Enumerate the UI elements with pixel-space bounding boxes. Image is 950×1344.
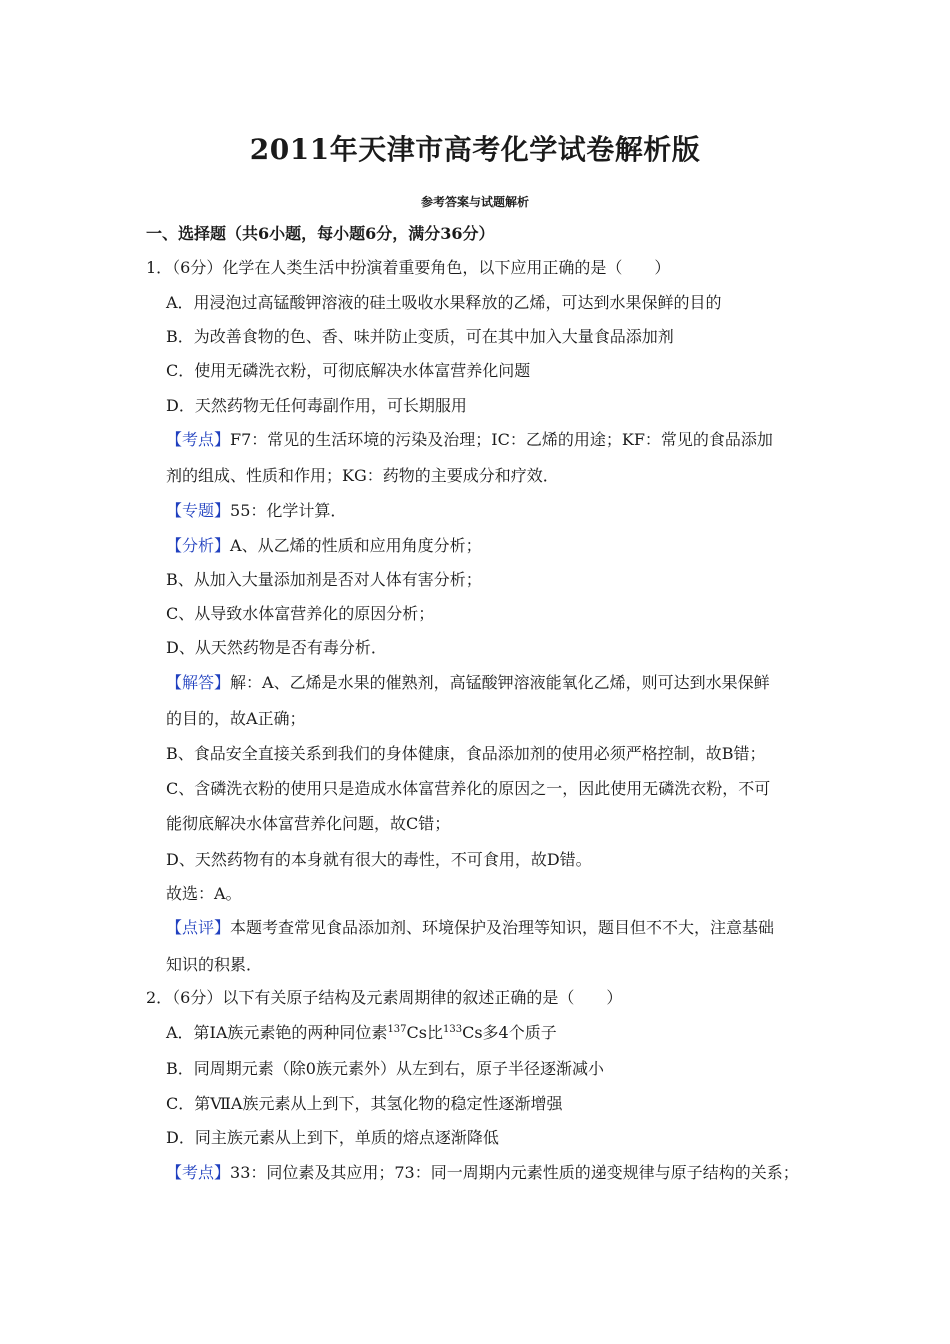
section-heading: 一、选择题（共6小题，每小题6分，满分36分）	[146, 224, 495, 243]
zhuanti-tag: 【专题】	[166, 501, 231, 520]
kaodian-tag: 【考点】	[166, 1163, 231, 1182]
fenxi-tag: 【分析】	[166, 536, 231, 555]
q1-fenxi-line: C、从导致水体富营养化的原因分析；	[166, 604, 435, 623]
q1-option-c: C．使用无磷洗衣粉，可彻底解决水体富营养化问题	[166, 361, 531, 380]
document-title: 2011年天津市高考化学试卷解析版	[249, 133, 701, 166]
q2-stem: 2．（6分）以下有关原子结构及元素周期律的叙述正确的是（ ）	[146, 988, 623, 1007]
mass-number-133: 133	[443, 1024, 463, 1035]
kaodian-text: 33：同位素及其应用；73：同一周期内元素性质的递变规律与原子结构的关系；	[230, 1163, 799, 1182]
q2-option-b: B．同周期元素（除0族元素外）从左到右，原子半径逐渐减小	[166, 1059, 604, 1078]
q1-jieda	[166, 673, 770, 693]
q2-option-a-text: A．第IA族元素铯的两种同位素	[166, 1023, 388, 1042]
jieda-tag: 【解答】	[166, 673, 231, 692]
q2-kaodian	[166, 1163, 799, 1183]
q2-option-a-text: Cs多4个质子	[462, 1023, 557, 1042]
q1-zhuanti	[166, 501, 346, 521]
q1-jieda-line: B、食品安全直接关系到我们的身体健康，食品添加剂的使用必须严格控制，故B错；	[166, 744, 766, 763]
q1-kaodian	[166, 430, 773, 450]
document-subtitle: 参考答案与试题解析	[420, 195, 529, 209]
kaodian-text: F7：常见的生活环境的污染及治理；IC：乙烯的用途；KF：常见的食品添加	[230, 430, 773, 449]
q1-option-b: B．为改善食物的色、香、味并防止变质，可在其中加入大量食品添加剂	[166, 327, 674, 346]
q1-dianping-cont: 知识的积累．	[166, 955, 263, 974]
mass-number-137: 137	[387, 1024, 407, 1035]
dianping-text: 本题考查常见食品添加剂、环境保护及治理等知识，题目但不不大，注意基础	[230, 918, 775, 937]
q1-jieda-line: D、天然药物有的本身就有很大的毒性，不可食用，故D错。	[166, 850, 592, 869]
q1-stem: 1．（6分）化学在人类生活中扮演着重要角色，以下应用正确的是（ ）	[146, 258, 671, 277]
q1-jieda-line: 的目的，故A正确；	[166, 709, 306, 728]
q1-fenxi-line: D、从天然药物是否有毒分析．	[166, 638, 387, 657]
q1-jieda-line: 能彻底解决水体富营养化问题，故C错；	[166, 814, 451, 833]
q2-option-a-text: Cs比	[406, 1023, 443, 1042]
q1-jieda-line: 故选：A。	[166, 884, 242, 903]
q1-fenxi	[166, 536, 482, 556]
zhuanti-text: 55：化学计算．	[230, 501, 347, 520]
q1-option-a: A．用浸泡过高锰酸钾溶液的硅土吸收水果释放的乙烯，可达到水果保鲜的目的	[166, 293, 722, 312]
q2-option-d: D．同主族元素从上到下，单质的熔点逐渐降低	[166, 1128, 499, 1147]
q1-dianping	[166, 918, 774, 938]
q2-option-c: C．第ⅦA族元素从上到下，其氢化物的稳定性逐渐增强	[166, 1094, 563, 1113]
q1-option-d: D．天然药物无任何毒副作用，可长期服用	[166, 396, 467, 415]
q1-kaodian-cont: 剂的组成、性质和作用；KG：药物的主要成分和疗效．	[166, 466, 559, 485]
dianping-tag: 【点评】	[166, 918, 231, 937]
jieda-text: 解：A、乙烯是水果的催熟剂，高锰酸钾溶液能氧化乙烯，则可达到水果保鲜	[230, 673, 770, 692]
kaodian-tag: 【考点】	[166, 430, 231, 449]
fenxi-text: A、从乙烯的性质和应用角度分析；	[230, 536, 482, 555]
q2-option-a	[166, 1023, 557, 1043]
q1-jieda-line: C、含磷洗衣粉的使用只是造成水体富营养化的原因之一，因此使用无磷洗衣粉，不可	[166, 779, 771, 798]
q1-fenxi-line: B、从加入大量添加剂是否对人体有害分析；	[166, 570, 482, 589]
